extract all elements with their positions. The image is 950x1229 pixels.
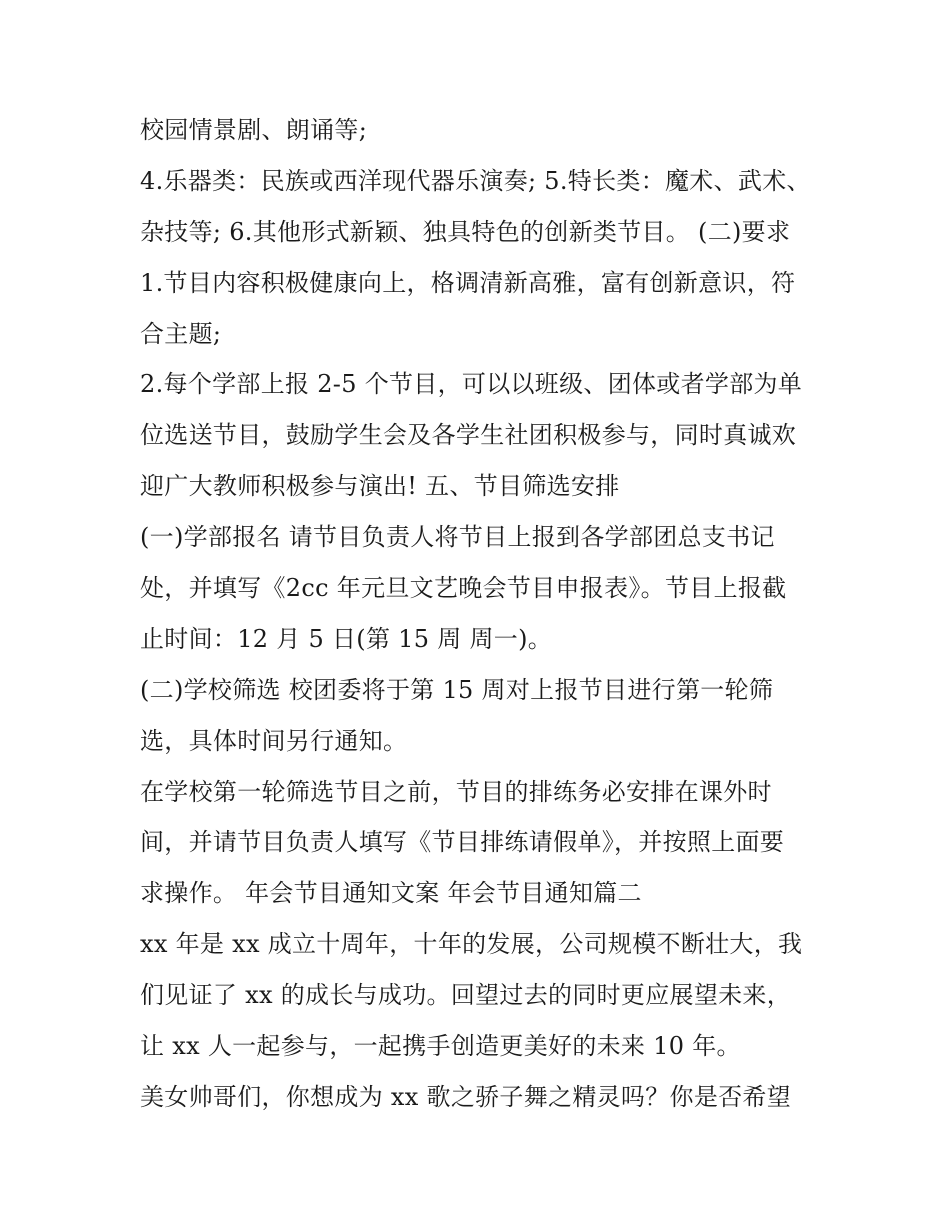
text-line: 4.乐器类：民族或西洋现代器乐演奏; 5.特长类：魔术、武术、 (140, 166, 811, 195)
text-line: (二)学校筛选 校团委将于第 15 周对上报节目进行第一轮筛 (140, 675, 774, 704)
text-line: 美女帅哥们，你想成为 xx 歌之骄子舞之精灵吗？你是否希望 (140, 1082, 792, 1111)
text-line: 杂技等; 6.其他形式新颖、独具特色的创新类节目。 (二)要求 (140, 217, 791, 246)
text-line: 止时间：12 月 5 日(第 15 周 周一)。 (140, 624, 553, 653)
text-line: xx 年是 xx 成立十周年，十年的发展，公司规模不断壮大，我 (140, 930, 803, 959)
text-line: (一)学部报名 请节目负责人将节目上报到各学部团总支书记 (140, 523, 775, 552)
text-line: 2.每个学部上报 2-5 个节目，可以以班级、团体或者学部为单 (140, 370, 803, 399)
text-line: 迎广大教师积极参与演出! 五、节目筛选安排 (140, 472, 620, 501)
text-line: 位选送节目，鼓励学生会及各学生社团积极参与，同时真诚欢 (140, 421, 797, 450)
text-line: 让 xx 人一起参与，一起携手创造更美好的未来 10 年。 (140, 1032, 741, 1061)
text-line: 求操作。 年会节目通知文案 年会节目通知篇二 (140, 879, 642, 908)
text-line: 们见证了 xx 的成长与成功。回望过去的同时更应展望未来， (140, 981, 792, 1010)
text-line: 在学校第一轮筛选节目之前，节目的排练务必安排在课外时 (140, 777, 772, 806)
text-line: 校园情景剧、朗诵等; (140, 116, 368, 144)
text-line: 选，具体时间另行通知。 (140, 726, 408, 755)
text-line: 处，并填写《2cc 年元旦文艺晚会节目申报表》。节目上报截 (140, 574, 787, 603)
text-line: 合主题; (140, 319, 222, 348)
text-line: 1.节目内容积极健康向上，格调清新高雅，富有创新意识，符 (140, 268, 796, 297)
document-body (140, 110, 830, 1128)
text-line: 间，并请节目负责人填写《节目排练请假单》，并按照上面要 (140, 828, 785, 857)
